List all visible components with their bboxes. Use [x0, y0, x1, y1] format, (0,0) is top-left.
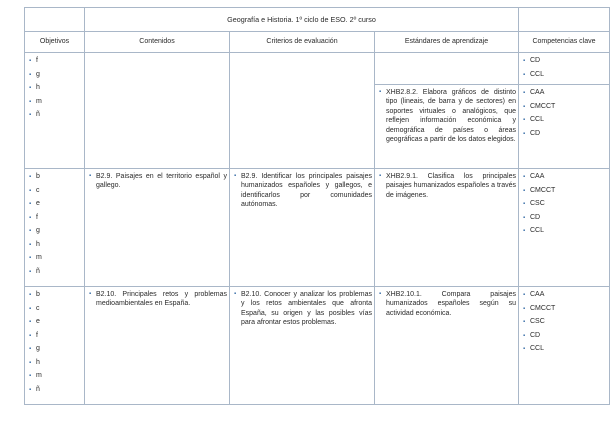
competencia-item: ▪ CCL	[523, 115, 607, 129]
competencia-item: ▪ CD	[523, 56, 607, 70]
competencias-cell	[519, 53, 610, 169]
criterios-cell	[230, 287, 375, 405]
criterio-text: ▪ B2.10. Conocer y analizar los problemas y los retos ambientales que afronta España, su origen y las posibles vías para afrontar estos problemas.	[234, 290, 372, 328]
objetivo-item: ▪ ñ	[29, 385, 82, 399]
competencia-item: ▪ CCL	[523, 70, 607, 84]
objetivo-item: ▪ h	[29, 240, 82, 254]
objetivo-item: ▪ e	[29, 317, 82, 331]
column-header-criterios: Criterios de evaluación	[230, 32, 375, 53]
objetivo-item: ▪ e	[29, 199, 82, 213]
contenidos-cell	[85, 287, 230, 405]
table-row	[25, 287, 610, 405]
table-title-row	[25, 8, 610, 32]
estandar-text: ▪ XHB2.9.1. Clasifica los principales paisajes humanizados españoles a través de imágenes.	[379, 172, 516, 200]
objetivo-item: ▪ ñ	[29, 110, 82, 124]
estandares-top-empty	[375, 53, 518, 85]
objetivo-item: ▪ c	[29, 304, 82, 318]
objetivos-cell	[25, 287, 85, 405]
contenidos-cell	[85, 53, 230, 169]
objetivo-item: ▪ h	[29, 83, 82, 97]
competencia-item: ▪ CAA	[523, 88, 607, 102]
objetivo-item: ▪ ñ	[29, 267, 82, 281]
criterio-text: ▪ B2.9. Identificar los principales paisajes humanizados españoles y gallegos, e identificarlos por comunidades autónomas.	[234, 172, 372, 210]
objetivo-item: ▪ f	[29, 213, 82, 227]
competencia-item: ▪ CAA	[523, 290, 607, 304]
competencias-cell	[519, 169, 610, 287]
blank-corner-cell	[25, 8, 85, 32]
objetivo-item: ▪ m	[29, 253, 82, 267]
objetivo-item: ▪ m	[29, 371, 82, 385]
objetivos-cell	[25, 169, 85, 287]
criterios-cell	[230, 169, 375, 287]
competencia-item: ▪ CSC	[523, 317, 607, 331]
objetivos-cell	[25, 53, 85, 169]
table-row	[25, 169, 610, 287]
column-header-objetivos: Objetivos	[25, 32, 85, 53]
objetivo-item: ▪ g	[29, 70, 82, 84]
competencia-item: ▪ CCL	[523, 344, 607, 358]
estandares-cell	[375, 53, 519, 169]
competencia-item: ▪ CD	[523, 129, 607, 143]
competencia-item: ▪ CSC	[523, 199, 607, 213]
competencia-item: ▪ CCL	[523, 226, 607, 240]
estandares-cell	[375, 169, 519, 287]
competencia-item: ▪ CMCCT	[523, 186, 607, 200]
objetivo-item: ▪ h	[29, 358, 82, 372]
table-title: Geografía e Historia. 1º ciclo de ESO. 2º curso	[85, 8, 519, 32]
column-header-competencias: Competencias clave	[519, 32, 610, 53]
table-row	[25, 53, 610, 169]
competencias-cell	[519, 287, 610, 405]
objetivo-item: ▪ g	[29, 344, 82, 358]
competencia-item: ▪ CAA	[523, 172, 607, 186]
competencia-item: ▪ CD	[523, 213, 607, 227]
contenido-text: ▪ B2.9. Paisajes en el territorio español y gallego.	[89, 172, 227, 191]
estandar-text: ▪ XHB2.8.2. Elabora gráficos de distinto tipo (lineais, de barra y de sectores) en soportes virtuales o analógicos, que reflejen información económica y demográfica de países o áreas geográficas a partir de los datos elegidos.	[379, 88, 516, 144]
estandares-cell	[375, 287, 519, 405]
competencias-top	[519, 53, 609, 85]
column-header-row	[25, 32, 610, 53]
objetivo-item: ▪ b	[29, 290, 82, 304]
contenidos-cell	[85, 169, 230, 287]
blank-title-cell	[519, 8, 610, 32]
curriculum-table	[24, 7, 610, 405]
competencia-item: ▪ CMCCT	[523, 304, 607, 318]
objetivo-item: ▪ c	[29, 186, 82, 200]
objetivo-item: ▪ b	[29, 172, 82, 186]
objetivo-item: ▪ m	[29, 97, 82, 111]
competencia-item: ▪ CD	[523, 331, 607, 345]
column-header-contenidos: Contenidos	[85, 32, 230, 53]
objetivo-item: ▪ f	[29, 56, 82, 70]
competencia-item: ▪ CMCCT	[523, 102, 607, 116]
contenido-text: ▪ B2.10. Principales retos y problemas medioambientales en España.	[89, 290, 227, 309]
column-header-estandares: Estándares de aprendizaje	[375, 32, 519, 53]
objetivo-item: ▪ g	[29, 226, 82, 240]
objetivo-item: ▪ f	[29, 331, 82, 345]
criterios-cell	[230, 53, 375, 169]
estandar-text: ▪ XHB2.10.1. Compara paisajes humanizados españoles según su actividad económica.	[379, 290, 516, 318]
